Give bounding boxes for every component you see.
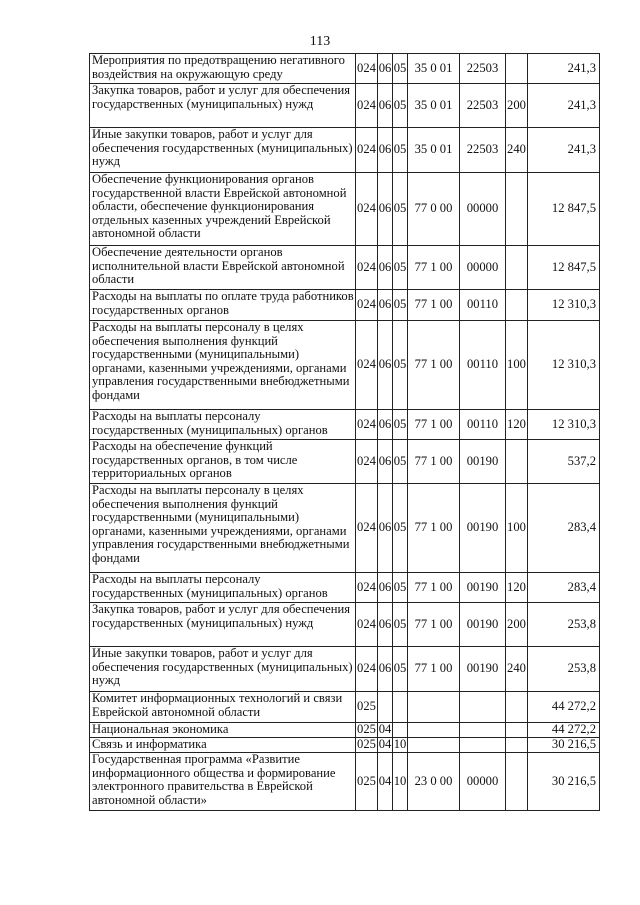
row-expense-type (506, 173, 528, 246)
row-subsection-code: 05 (393, 603, 408, 647)
row-section-code: 04 (378, 753, 393, 811)
row-expense-type: 240 (506, 128, 528, 173)
row-expense-type (506, 290, 528, 321)
row-target-article-code: 00000 (460, 173, 506, 246)
row-target-article: 35 0 01 (408, 54, 460, 84)
page-number: 113 (309, 34, 331, 49)
row-expense-type: 100 (506, 484, 528, 573)
row-target-article: 35 0 01 (408, 84, 460, 128)
row-target-article: 77 0 00 (408, 173, 460, 246)
table-row (90, 128, 600, 173)
table-row (90, 173, 600, 246)
row-amount: 283,4 (528, 484, 600, 573)
budget-table-body (90, 54, 600, 811)
row-amount: 44 272,2 (528, 723, 600, 738)
row-subsection-code: 05 (393, 410, 408, 440)
row-target-article-code: 00190 (460, 484, 506, 573)
row-section-code: 04 (378, 737, 392, 752)
row-name: Мероприятия по предотвращению негативного воздействия на окружающую среду (90, 54, 356, 84)
row-subsection-code: 05 (393, 84, 408, 128)
row-section-code: 04 (378, 722, 392, 737)
row-subsection-code: 05 (393, 173, 408, 246)
row-target-article: 77 1 00 (408, 290, 460, 321)
row-target-article: 23 0 00 (408, 753, 460, 811)
row-target-article-code (460, 692, 506, 723)
table-row (90, 738, 600, 753)
table-row (90, 290, 600, 321)
row-name: Обеспечение функционирования органов государственной власти Еврейской автономной области, обеспечение функционирования отдельных казенных учреждений Еврейской автономной области (90, 173, 356, 246)
row-amount: 12 310,3 (528, 410, 600, 440)
row-amount: 253,8 (528, 603, 600, 647)
row-section-code (378, 692, 393, 723)
row-section-code: 06 (378, 84, 393, 128)
row-subsection-code: 05 (393, 54, 408, 84)
row-expense-type (506, 692, 528, 723)
row-name: Обеспечение деятельности органов исполнительной власти Еврейской автономной области (90, 246, 356, 290)
row-amount: 241,3 (528, 54, 600, 84)
row-grbs-code: 024 (356, 573, 378, 603)
row-expense-type (506, 246, 528, 290)
row-target-article: 77 1 00 (408, 246, 460, 290)
row-expense-type: 200 (506, 603, 528, 647)
budget-table (89, 53, 600, 811)
row-grbs-code: 024 (356, 128, 378, 173)
row-grbs-code: 025 (356, 692, 378, 723)
table-row (90, 410, 600, 440)
row-grbs-code: 024 (356, 647, 378, 692)
row-name: Расходы на выплаты персоналу государственных (муниципальных) органов (90, 573, 356, 603)
row-grbs-code: 025 (356, 753, 378, 811)
row-section-code: 06 (378, 290, 393, 321)
row-expense-type (506, 753, 528, 811)
row-subsection-code (393, 723, 408, 738)
row-expense-type (506, 723, 528, 738)
row-expense-type: 200 (506, 84, 528, 128)
row-target-article-code: 00000 (460, 753, 506, 811)
row-amount: 30 216,5 (528, 753, 600, 811)
row-name: Расходы на выплаты персоналу в целях обеспечения выполнения функций государственными (муниципальными) органами, казенными учреждениями, органами управления государственными внебюджетными фондами (90, 321, 356, 410)
row-grbs-code: 024 (356, 54, 378, 84)
row-target-article-code: 00110 (460, 321, 506, 410)
row-subsection-code: 05 (393, 321, 408, 410)
row-subsection-code: 10 (393, 753, 408, 811)
row-amount: 30 216,5 (528, 738, 600, 753)
row-target-article: 77 1 00 (408, 410, 460, 440)
row-name: Национальная экономика (90, 723, 356, 738)
row-subsection-code: 05 (393, 484, 408, 573)
row-expense-type: 120 (506, 573, 528, 603)
row-expense-type (506, 54, 528, 84)
table-row (90, 603, 600, 647)
row-grbs-code: 024 (356, 173, 378, 246)
row-target-article-code: 00190 (460, 440, 506, 484)
row-amount: 241,3 (528, 128, 600, 173)
row-grbs-code: 024 (356, 84, 378, 128)
row-expense-type: 100 (506, 321, 528, 410)
row-subsection-code: 05 (393, 440, 408, 484)
row-expense-type (506, 738, 528, 753)
row-amount: 241,3 (528, 84, 600, 128)
row-target-article: 77 1 00 (408, 647, 460, 692)
row-section-code: 06 (378, 321, 393, 410)
table-row (90, 321, 600, 410)
row-section-code: 06 (378, 484, 393, 573)
row-name: Расходы на выплаты персоналу государственных (муниципальных) органов (90, 410, 356, 440)
row-target-article-code (460, 723, 506, 738)
row-grbs-code: 024 (356, 246, 378, 290)
row-amount: 12 310,3 (528, 321, 600, 410)
row-target-article-code: 00110 (460, 410, 506, 440)
row-subsection-code: 05 (393, 128, 408, 173)
row-subsection-code: 10 (393, 737, 407, 752)
row-name: Закупка товаров, работ и услуг для обеспечения государственных (муниципальных) нужд (90, 84, 356, 128)
row-subsection-code: 05 (393, 573, 408, 603)
row-expense-type (506, 440, 528, 484)
row-amount: 12 310,3 (528, 290, 600, 321)
row-grbs-code: 024 (356, 290, 378, 321)
row-subsection-code: 05 (393, 246, 408, 290)
row-target-article (408, 723, 460, 738)
row-subsection-code: 05 (393, 290, 408, 321)
row-amount: 253,8 (528, 647, 600, 692)
row-target-article (408, 692, 460, 723)
row-target-article-code: 00190 (460, 573, 506, 603)
row-amount: 12 847,5 (528, 246, 600, 290)
row-grbs-code: 024 (356, 410, 378, 440)
row-target-article-code (460, 738, 506, 753)
row-name: Иные закупки товаров, работ и услуг для обеспечения государственных (муниципальных) нужд (90, 647, 356, 692)
row-subsection-code: 05 (393, 647, 408, 692)
row-section-code: 06 (378, 603, 393, 647)
row-section-code: 06 (378, 647, 393, 692)
row-section-code: 06 (378, 246, 393, 290)
row-name: Государственная программа «Развитие информационного общества и формирование электронного правительства в Еврейской автономной области» (90, 753, 356, 811)
row-name: Связь и информатика (90, 738, 356, 753)
row-target-article: 35 0 01 (408, 128, 460, 173)
row-section-code: 06 (378, 410, 393, 440)
row-section-code: 06 (378, 440, 393, 484)
row-name: Расходы на выплаты персоналу в целях обеспечения выполнения функций государственными (муниципальными) органами, казенными учреждениями, органами управления государственными внебюджетными фондами (90, 484, 356, 573)
row-target-article-code: 00000 (460, 246, 506, 290)
row-target-article: 77 1 00 (408, 573, 460, 603)
row-grbs-code: 024 (356, 440, 378, 484)
row-target-article-code: 00190 (460, 603, 506, 647)
row-name: Расходы на обеспечение функций государственных органов, в том числе территориальных органов (90, 440, 356, 484)
row-grbs-code: 024 (356, 321, 378, 410)
row-name: Закупка товаров, работ и услуг для обеспечения государственных (муниципальных) нужд (90, 603, 356, 647)
table-row (90, 723, 600, 738)
row-target-article-code: 22503 (460, 54, 506, 84)
row-target-article-code: 00190 (460, 647, 506, 692)
row-amount: 537,2 (528, 440, 600, 484)
row-amount: 44 272,2 (528, 692, 600, 723)
row-subsection-code (393, 692, 408, 723)
row-section-code: 06 (378, 54, 393, 84)
table-row (90, 246, 600, 290)
table-row (90, 573, 600, 603)
row-target-article-code: 00110 (460, 290, 506, 321)
row-target-article-code: 22503 (460, 84, 506, 128)
row-grbs-code: 025 (357, 722, 376, 737)
row-target-article: 77 1 00 (408, 440, 460, 484)
row-name: Иные закупки товаров, работ и услуг для обеспечения государственных (муниципальных) нужд (90, 128, 356, 173)
table-row (90, 84, 600, 128)
row-grbs-code: 025 (357, 737, 376, 752)
row-name: Расходы на выплаты по оплате труда работников государственных органов (90, 290, 356, 321)
table-row (90, 484, 600, 573)
row-grbs-code: 024 (356, 484, 378, 573)
row-expense-type: 120 (506, 410, 528, 440)
row-section-code: 06 (378, 173, 393, 246)
row-amount: 283,4 (528, 573, 600, 603)
row-amount: 12 847,5 (528, 173, 600, 246)
row-grbs-code: 024 (356, 603, 378, 647)
row-section-code: 06 (378, 128, 393, 173)
table-row (90, 440, 600, 484)
row-expense-type: 240 (506, 647, 528, 692)
table-row (90, 54, 600, 84)
row-target-article (408, 738, 460, 753)
row-target-article: 77 1 00 (408, 603, 460, 647)
row-name: Комитет информационных технологий и связи Еврейской автономной области (90, 692, 356, 723)
row-target-article: 77 1 00 (408, 321, 460, 410)
table-row (90, 647, 600, 692)
row-target-article: 77 1 00 (408, 484, 460, 573)
row-section-code: 06 (378, 573, 393, 603)
table-row (90, 692, 600, 723)
row-target-article-code: 22503 (460, 128, 506, 173)
table-row (90, 753, 600, 811)
